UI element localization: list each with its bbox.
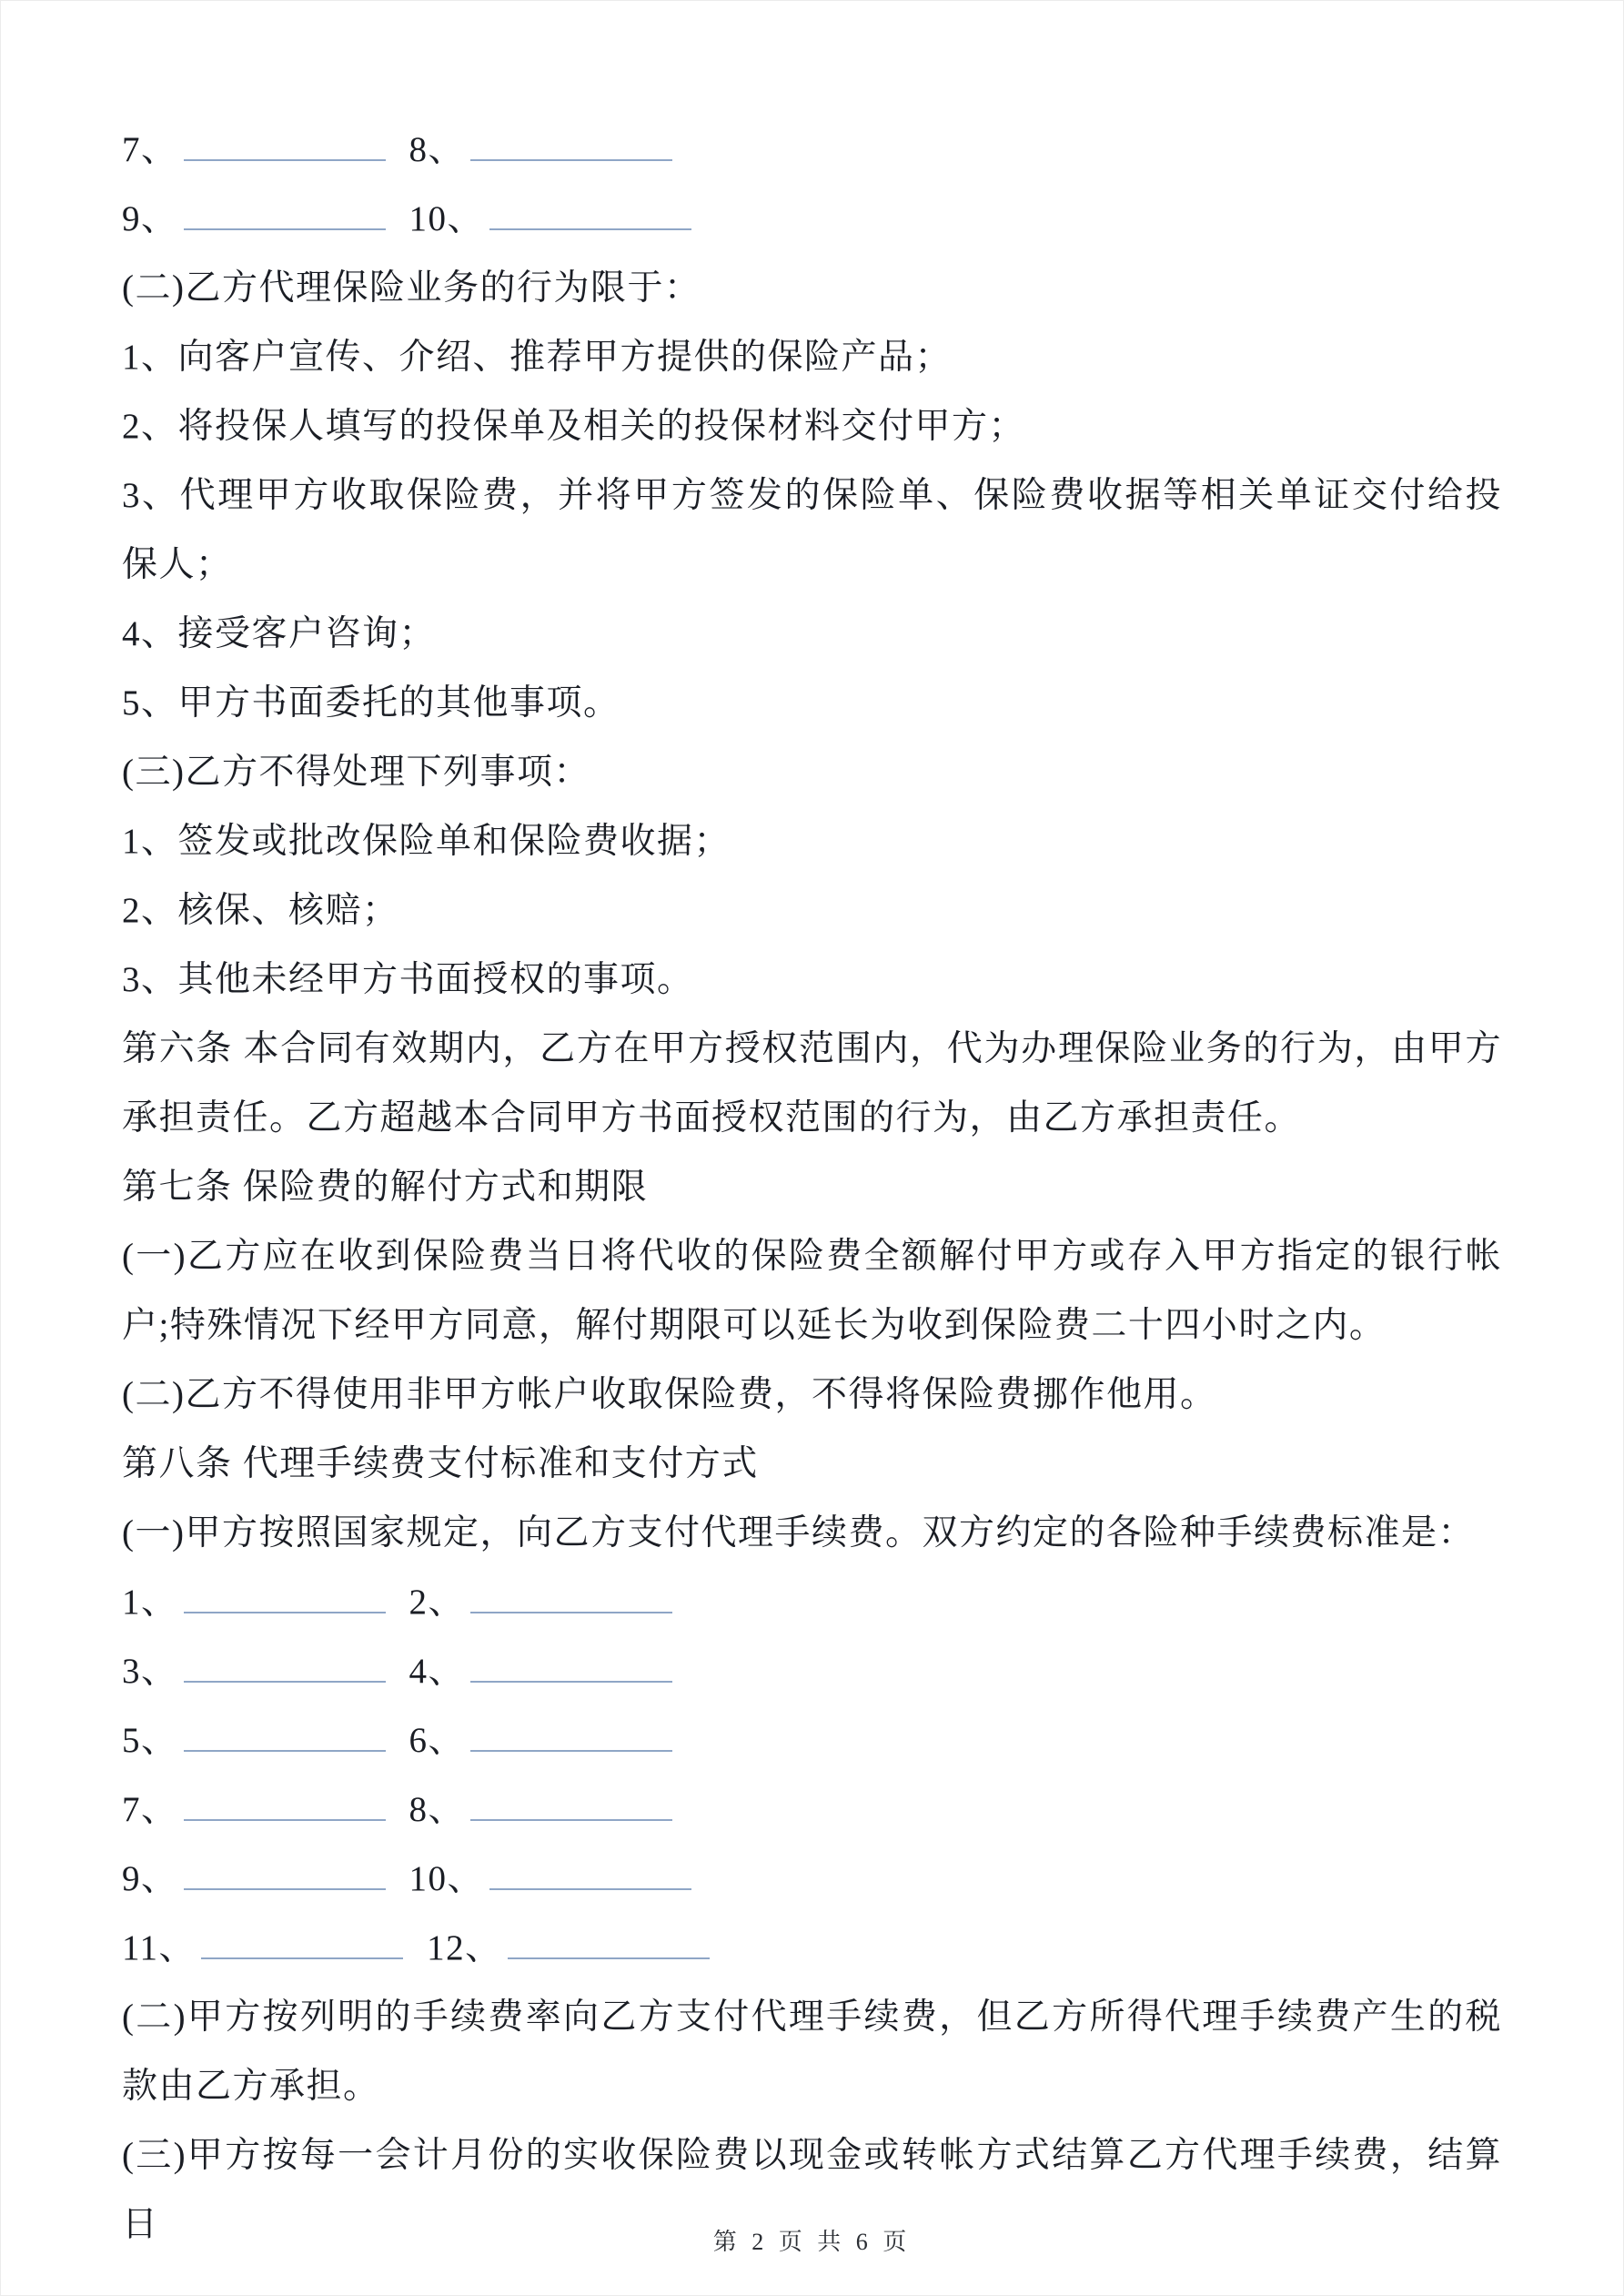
paragraph: 1、签发或批改保险单和保险费收据；: [122, 822, 731, 861]
fill-in-blank-underline: [184, 1719, 386, 1752]
blank-item-number: 4、: [409, 1652, 466, 1691]
document-body: [122, 116, 1502, 2260]
blank-item-number: 3、: [122, 1652, 178, 1691]
fill-in-blank-underline: [184, 1857, 386, 1890]
blank-item-number: 9、: [122, 1859, 178, 1898]
fill-in-blank-underline: [470, 1788, 672, 1821]
fill-in-blank-underline: [470, 1719, 672, 1752]
paragraph: 3、代理甲方收取保险费，并将甲方签发的保险单、保险费收据等相关单证交付给投保人；: [122, 476, 1502, 584]
numbered-blank-row: [122, 1706, 1502, 1775]
blank-item-number: 1、: [122, 1583, 178, 1622]
paragraph: (一)甲方按照国家规定，向乙方支付代理手续费。双方约定的各险种手续费标准是：: [122, 1513, 1475, 1553]
blank-item-number: 8、: [409, 130, 466, 169]
paragraph: 1、向客户宣传、介绍、推荐甲方提供的保险产品；: [122, 338, 953, 377]
paragraph: 5、甲方书面委托的其他事项。: [122, 683, 620, 723]
blank-item-number: 2、: [409, 1583, 466, 1622]
paragraph: 2、核保、核赔；: [122, 891, 399, 930]
blank-item-number: 7、: [122, 1790, 178, 1829]
paragraph: (二)乙方不得使用非甲方帐户收取保险费，不得将保险费挪作他用。: [122, 1375, 1217, 1414]
blank-item-number: 10、: [409, 1859, 485, 1898]
numbered-blank-row: [122, 185, 1502, 254]
fill-in-blank-underline: [184, 197, 386, 230]
blank-item-number: 12、: [427, 1928, 502, 1967]
page-footer: 第 2 页 共 6 页: [712, 2229, 912, 2255]
fill-in-blank-underline: [201, 1927, 403, 1959]
fill-in-blank-underline: [470, 1650, 672, 1683]
blank-item-number: 6、: [409, 1721, 466, 1760]
numbered-blank-row: [122, 1568, 1502, 1637]
blank-item-number: 8、: [409, 1790, 466, 1829]
numbered-blank-row: [122, 1914, 1502, 1983]
fill-in-blank-underline: [508, 1927, 710, 1959]
paragraph: 第七条 保险费的解付方式和期限: [122, 1168, 649, 1207]
blank-item-number: 10、: [409, 199, 485, 238]
fill-in-blank-underline: [184, 128, 386, 161]
paragraph: (三)甲方按每一会计月份的实收保险费以现金或转帐方式结算乙方代理手续费，结算日: [122, 2136, 1502, 2244]
paragraph: 3、其他未经甲方书面授权的事项。: [122, 960, 694, 999]
fill-in-blank-underline: [470, 1581, 672, 1613]
paragraph: (二)乙方代理保险业务的行为限于：: [122, 268, 701, 308]
numbered-blank-row: [122, 1775, 1502, 1845]
numbered-blank-row: [122, 1845, 1502, 1914]
paragraph: 4、接受客户咨询；: [122, 614, 437, 653]
fill-in-blank-underline: [184, 1581, 386, 1613]
paragraph: 第八条 代理手续费支付标准和支付方式: [122, 1444, 759, 1483]
blank-item-number: 5、: [122, 1721, 178, 1760]
blank-item-number: 9、: [122, 199, 178, 238]
numbered-blank-row: [122, 1637, 1502, 1706]
paragraph: (一)乙方应在收到保险费当日将代收的保险费全额解付甲方或存入甲方指定的银行帐户;特殊情况下经甲方同意，解付期限可以延长为收到保险费二十四小时之内。: [122, 1237, 1502, 1345]
blank-item-number: 11、: [122, 1928, 197, 1967]
fill-in-blank-underline: [184, 1788, 386, 1821]
fill-in-blank-underline: [470, 128, 672, 161]
paragraph: (二)甲方按列明的手续费率向乙方支付代理手续费，但乙方所得代理手续费产生的税款由乙方承担。: [122, 1998, 1502, 2106]
paragraph: (三)乙方不得处理下列事项：: [122, 753, 590, 792]
numbered-blank-row: [122, 116, 1502, 185]
fill-in-blank-underline: [489, 197, 691, 230]
blank-item-number: 7、: [122, 130, 178, 169]
paragraph: 2、将投保人填写的投保单及相关的投保材料交付甲方；: [122, 407, 1026, 446]
fill-in-blank-underline: [184, 1650, 386, 1683]
fill-in-blank-underline: [489, 1857, 691, 1890]
paragraph: 第六条 本合同有效期内，乙方在甲方授权范围内，代为办理保险业务的行为，由甲方承担责任。乙方超越本合同甲方书面授权范围的行为，由乙方承担责任。: [122, 1029, 1502, 1138]
